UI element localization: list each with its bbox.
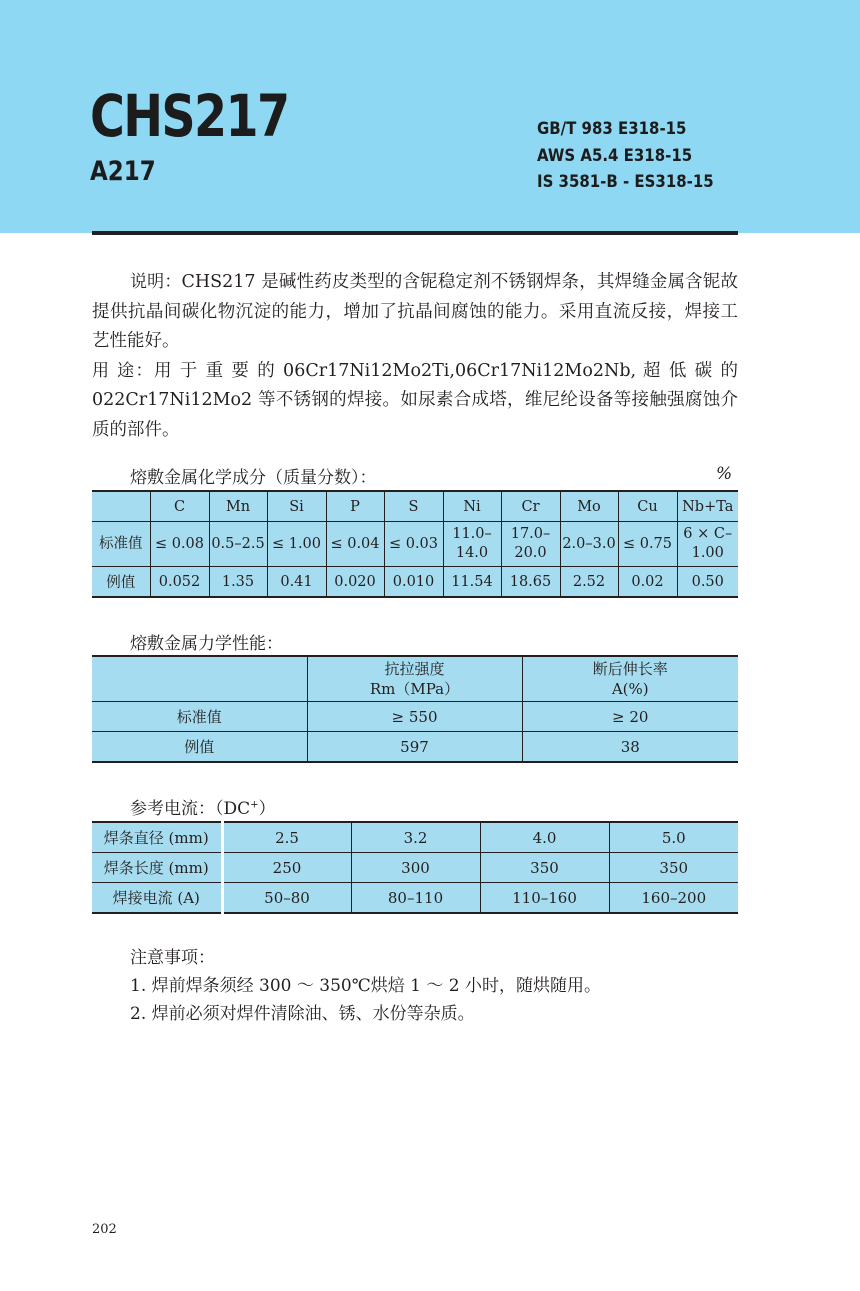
standard-gb: GB/T 983 E318-15: [537, 119, 687, 139]
standards-list: [537, 116, 714, 196]
table-cell: ≤ 1.00: [267, 522, 326, 567]
row-label: 焊接电流 (A): [92, 883, 222, 914]
description-text: CHS217 是碱性药皮类型的含铌稳定剂不锈钢焊条，其焊缝金属含铌故提供抗晶间碳化物沉淀的能力，增加了抗晶间腐蚀的能力。采用直流反接，焊接工艺性能好。: [92, 272, 739, 351]
standard-is: IS 3581-B - ES318-15: [537, 172, 714, 192]
notes-section: [130, 944, 601, 1028]
table-header-cell: [92, 656, 307, 702]
table-cell: ≤ 0.08: [150, 522, 209, 567]
table-cell: 6 × C– 1.00: [677, 522, 738, 567]
table-cell: 4.0: [480, 822, 609, 853]
table-row: [92, 853, 738, 883]
table-cell: ≤ 0.75: [618, 522, 677, 567]
table-cell: 11.0– 14.0: [443, 522, 501, 567]
table-cell: 38: [522, 732, 738, 763]
table-row: [92, 567, 738, 598]
table-cell: 0.010: [384, 567, 443, 598]
chemical-section-title: 熔敷金属化学成分（质量分数）：: [130, 468, 377, 488]
table-cell: 350: [609, 853, 738, 883]
row-label: 例值: [92, 567, 150, 598]
row-label: 标准值: [92, 702, 307, 732]
usage-text: 用 于 重 要 的 06Cr17Ni12Mo2Ti,06Cr17Ni12Mo2Nb, 超 低 碳 的 022Cr17Ni12Mo2 等不锈钢的焊接。如尿素合成塔，维尼纶设备等接触强腐蚀介质的部件。: [92, 360, 739, 440]
table-cell: 5.0: [609, 822, 738, 853]
table-cell: 1.35: [209, 567, 267, 598]
mechanical-section-title: 熔敷金属力学性能：: [130, 634, 283, 654]
table-cell: 160–200: [609, 883, 738, 914]
table-header-cell: Mo: [560, 491, 618, 522]
table-cell: 0.41: [267, 567, 326, 598]
table-row: [92, 522, 738, 567]
table-cell: 0.052: [150, 567, 209, 598]
alt-product-code: A217: [90, 156, 156, 187]
table-cell: 110–160: [480, 883, 609, 914]
table-cell: 0.020: [326, 567, 384, 598]
table-row: [92, 702, 738, 732]
note-item: 2. 焊前必须对焊件清除油、锈、水份等杂质。: [130, 1004, 475, 1024]
product-code: CHS217: [90, 82, 289, 150]
table-cell: 80–110: [351, 883, 480, 914]
table-cell: ≤ 0.04: [326, 522, 384, 567]
current-section-title: [130, 794, 276, 819]
table-cell: 350: [480, 853, 609, 883]
description-label: 说明：: [130, 272, 182, 292]
table-cell: 2.52: [560, 567, 618, 598]
table-header-cell: P: [326, 491, 384, 522]
current-title-text: 参考电流：: [130, 799, 215, 819]
table-cell: 18.65: [501, 567, 560, 598]
chemical-composition-table: [92, 490, 738, 598]
table-cell: 300: [351, 853, 480, 883]
table-cell: ≥ 550: [307, 702, 522, 732]
table-cell: ≥ 20: [522, 702, 738, 732]
description-paragraph: [92, 268, 738, 445]
table-header-cell: Si: [267, 491, 326, 522]
table-cell: 2.0–3.0: [560, 522, 618, 567]
table-header-cell: 抗拉强度 Rm（MPa）: [307, 656, 522, 702]
table-cell: 0.5–2.5: [209, 522, 267, 567]
table-cell: 0.02: [618, 567, 677, 598]
table-cell: 0.50: [677, 567, 738, 598]
table-row: [92, 883, 738, 914]
table-header-cell: Ni: [443, 491, 501, 522]
chemical-unit: %: [716, 464, 733, 484]
row-label: 例值: [92, 732, 307, 763]
note-item: 1. 焊前焊条须经 300 ～ 350℃烘焙 1 ～ 2 小时，随烘随用。: [130, 976, 601, 996]
table-cell: 3.2: [351, 822, 480, 853]
standard-aws: AWS A5.4 E318-15: [537, 145, 693, 166]
table-header-cell: S: [384, 491, 443, 522]
table-cell: 250: [222, 853, 351, 883]
mechanical-properties-table: [92, 655, 738, 763]
table-cell: 11.54: [443, 567, 501, 598]
usage-label: 用 途：: [92, 360, 154, 381]
table-header-cell: 断后伸长率 A(%): [522, 656, 738, 702]
table-header-cell: Mn: [209, 491, 267, 522]
row-label: 标准值: [92, 522, 150, 567]
table-header-cell: [92, 491, 150, 522]
table-cell: 50–80: [222, 883, 351, 914]
table-header-cell: Nb+Ta: [677, 491, 738, 522]
current-mode: （DC+）: [215, 799, 276, 819]
table-header-cell: Cr: [501, 491, 560, 522]
table-row: [92, 732, 738, 763]
notes-title: 注意事项：: [130, 948, 215, 968]
table-header-cell: C: [150, 491, 209, 522]
row-label: 焊条长度 (mm): [92, 853, 222, 883]
table-header-cell: Cu: [618, 491, 677, 522]
table-row: [92, 822, 738, 853]
table-cell: 597: [307, 732, 522, 763]
header-divider: [92, 231, 738, 235]
row-label: 焊条直径 (mm): [92, 822, 222, 853]
table-cell: 2.5: [222, 822, 351, 853]
page-number: 202: [92, 1222, 117, 1237]
mechanical-header-row: [92, 656, 738, 702]
table-cell: 17.0– 20.0: [501, 522, 560, 567]
reference-current-table: [92, 821, 738, 914]
table-cell: ≤ 0.03: [384, 522, 443, 567]
chemical-header-row: [92, 491, 738, 522]
